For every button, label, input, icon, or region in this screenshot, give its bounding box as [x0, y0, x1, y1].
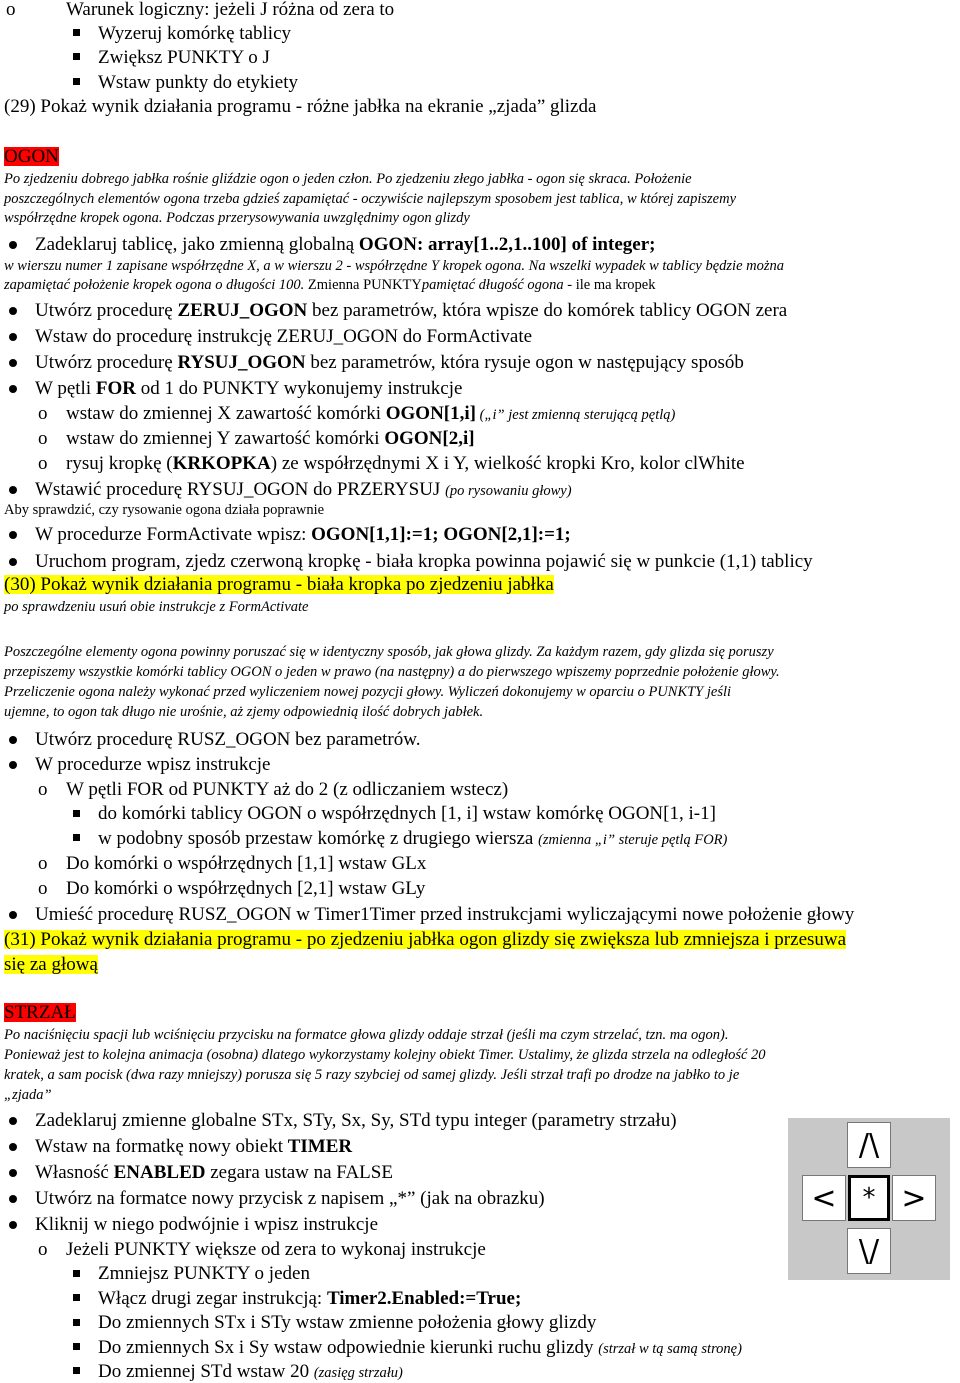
text-line: Wstawić procedurę RYSUJ_OGON do PRZERYSUJ (po rysowaniu głowy)	[35, 479, 572, 500]
text-line: Zmniejsz PUNKTY o jeden	[98, 1263, 310, 1284]
text-line: wstaw do zmiennej X zawartość komórki OGON[1,i] („i” jest zmienną sterującą pętlą)	[66, 403, 676, 424]
section-heading-ogon: OGON	[4, 146, 59, 167]
bullet-dot	[9, 531, 17, 539]
bullet-square	[73, 29, 80, 36]
text-line: Utwórz na formatce nowy przycisk z napisem „*” (jak na obrazku)	[35, 1188, 545, 1209]
bullet-square	[73, 1367, 80, 1374]
bullet-dot	[9, 385, 17, 393]
left-arrow-key: <	[802, 1175, 846, 1221]
text-line: Wyzeruj komórkę tablicy	[98, 23, 292, 44]
text-line: Po zjedzeniu dobrego jabłka rośnie gliździe ogon o jeden człon. Po zjedzeniu złego jabłka - ogon się skraca. Położenie	[4, 171, 692, 187]
bullet-dot	[9, 359, 17, 367]
arrow-keypad-image	[788, 1118, 950, 1280]
bullet-dot	[9, 486, 17, 494]
text-line: współrzędne kropek ogona. Podczas przerysowywania uwzględnimy ogon glizdy	[4, 210, 470, 226]
text-line: Jeżeli PUNKTY większe od zera to wykonaj instrukcje	[66, 1239, 486, 1260]
text-line: Utwórz procedurę RUSZ_OGON bez parametrów.	[35, 729, 421, 750]
text-line: w wierszu numer 1 zapisane współrzędne X, a w wierszu 2 - współrzędne Y kropek ogona. Na wszelki wypadek w tablicy będzie można	[4, 258, 785, 274]
text-line: Włącz drugi zegar instrukcją: Timer2.Enabled:=True;	[98, 1288, 522, 1309]
text-line: W procedurze wpisz instrukcje	[35, 754, 271, 775]
text-line: Uruchom program, zjedz czerwoną kropkę - biała kropka powinna pojawić się w punkcie (1,1) tablicy	[35, 551, 813, 572]
down-arrow-key: \/	[847, 1228, 891, 1274]
bullet-dot	[9, 1221, 17, 1229]
text-line: Ponieważ jest to kolejna animacja (osobna) dlatego wykorzystamy kolejny obiekt Timer. Ustalimy, że glizda strzela na odległość 20	[4, 1047, 766, 1063]
text-line: Utwórz procedurę RYSUJ_OGON bez parametrów, która rysuje ogon w następujący sposób	[35, 352, 744, 373]
bullet-dot	[9, 333, 17, 341]
bullet-dot	[9, 307, 17, 315]
bullet-square	[73, 1319, 80, 1326]
text-line: Warunek logiczny: jeżeli J różna od zera to	[66, 0, 395, 20]
list-marker-circle: o	[6, 0, 16, 20]
bullet-dot	[9, 1143, 17, 1151]
text-line: Kliknij w niego podwójnie i wpisz instrukcje	[35, 1214, 379, 1235]
bullet-dot	[9, 761, 17, 769]
text-line: kratek, a sam pocisk (dwa razy mniejszy) porusza się 5 razy szybciej od samej glizdy. Jeśli strzał trafi po drodze na jabłko to je	[4, 1067, 740, 1083]
text-line: Do zmiennej STd wstaw 20 (zasięg strzału)	[98, 1361, 403, 1382]
bullet-dot	[9, 736, 17, 744]
bullet-dot	[9, 1195, 17, 1203]
text-line: Do zmiennych Sx i Sy wstaw odpowiednie kierunki ruchu glizdy (strzał w tą samą stronę)	[98, 1337, 742, 1358]
text-line: ujemne, to ogon tak długo nie urośnie, aż zjemy odpowiednią ilość dobrych jabłek.	[4, 704, 484, 720]
list-marker-circle: o	[38, 403, 48, 424]
fire-star-key: *	[848, 1175, 890, 1221]
text-line: Własność ENABLED zegara ustaw na FALSE	[35, 1162, 393, 1183]
section-heading-strzal: STRZAŁ	[4, 1002, 76, 1023]
bullet-square	[73, 810, 80, 817]
text-line: W pętli FOR od 1 do PUNKTY wykonujemy instrukcje	[35, 378, 463, 399]
bullet-dot	[9, 1117, 17, 1125]
text-line: zapamiętać położenie kropek ogona o długości 100. Zmienna PUNKTYpamiętać długość ogona - ile ma kropek	[4, 277, 656, 293]
text-line: Wstaw punkty do etykiety	[98, 72, 298, 93]
text-line: Wstaw do procedurę instrukcję ZERUJ_OGON do FormActivate	[35, 326, 533, 347]
list-marker-circle: o	[38, 453, 48, 474]
text-line: Po naciśnięciu spacji lub wciśnięciu przycisku na formatce głowa glizdy oddaje strzał (jeśli ma czym strzelać, tzn. ma ogon).	[4, 1027, 729, 1043]
bullet-dot	[9, 241, 17, 249]
text-line: Do komórki o współrzędnych [2,1] wstaw GLy	[66, 878, 426, 899]
text-line: Zadeklaruj tablicę, jako zmienną globalną OGON: array[1..2,1..100] of integer;	[35, 234, 656, 255]
bullet-dot	[9, 911, 17, 919]
bullet-square	[73, 834, 80, 841]
text-line: Przeliczenie ogona należy wykonać przed wyliczeniem nowej pozycji głowy. Wyliczeń dokonujemy w oparciu o PUNKTY jeśli	[4, 684, 732, 700]
text-line: W procedurze FormActivate wpisz: OGON[1,1]:=1; OGON[2,1]:=1;	[35, 524, 571, 545]
bullet-square	[73, 53, 80, 60]
text-line: W pętli FOR od PUNKTY aż do 2 (z odliczaniem wstecz)	[66, 779, 509, 800]
text-line: rysuj kropkę (KRKOPKA) ze współrzędnymi X i Y, wielkość kropki Kro, kolor clWhite	[66, 453, 745, 474]
text-line: Do komórki o współrzędnych [1,1] wstaw GLx	[66, 853, 427, 874]
bullet-square	[73, 1343, 80, 1350]
text-line: „zjada”	[4, 1087, 52, 1103]
text-line: do komórki tablicy OGON o współrzędnych [1, i] wstaw komórkę OGON[1, i-1]	[98, 803, 716, 824]
text-line: Zwiększ PUNKTY o J	[98, 47, 270, 68]
list-marker-circle: o	[38, 779, 48, 800]
text-line: w podobny sposób przestaw komórkę z drugiego wiersza (zmienna „i” steruje pętlą FOR)	[98, 828, 728, 849]
text-line: Zadeklaruj zmienne globalne STx, STy, Sx, Sy, STd typu integer (parametry strzału)	[35, 1110, 677, 1131]
bullet-dot	[9, 1169, 17, 1177]
bullet-dot	[9, 558, 17, 566]
task-29: (29) Pokaż wynik działania programu - różne jabłka na ekranie „zjada” glizda	[4, 96, 597, 117]
text-line: Umieść procedurę RUSZ_OGON w Timer1Timer przed instrukcjami wyliczającymi nowe położenie głowy	[35, 904, 855, 925]
task-31-cont: się za głową	[4, 954, 98, 975]
text-line: po sprawdzeniu usuń obie instrukcje z FormActivate	[4, 599, 309, 615]
list-marker-circle: o	[38, 878, 48, 899]
task-30: (30) Pokaż wynik działania programu - biała kropka po zjedzeniu jabłka	[4, 574, 554, 595]
text-line: Wstaw na formatkę nowy obiekt TIMER	[35, 1136, 353, 1157]
text-line: Utwórz procedurę ZERUJ_OGON bez parametrów, która wpisze do komórek tablicy OGON zera	[35, 300, 788, 321]
task-31: (31) Pokaż wynik działania programu - po zjedzeniu jabłka ogon glizdy się zwiększa lub zmniejsza i przesuwa	[4, 929, 847, 950]
text-line: przepiszemy wszystkie komórki tablicy OGON o jeden w prawo (na następny) a do pierwszego wpiszemy poprzednie położenie głowy.	[4, 664, 780, 680]
text-line: Aby sprawdzić, czy rysowanie ogona działa poprawnie	[4, 502, 325, 518]
list-marker-circle: o	[38, 428, 48, 449]
list-marker-circle: o	[38, 853, 48, 874]
bullet-square	[73, 78, 80, 85]
up-arrow-key: /\	[847, 1122, 891, 1168]
text-line: Poszczególne elementy ogona powinny poruszać się w identyczny sposób, jak głowa glizdy. Za każdym razem, gdy glizda się poruszy	[4, 644, 774, 660]
list-marker-circle: o	[38, 1239, 48, 1260]
bullet-square	[73, 1294, 80, 1301]
text-line: Do zmiennych STx i STy wstaw zmienne położenia głowy glizdy	[98, 1312, 597, 1333]
text-line: wstaw do zmiennej Y zawartość komórki OGON[2,i]	[66, 428, 475, 449]
bullet-square	[73, 1270, 80, 1277]
right-arrow-key: >	[892, 1175, 936, 1221]
text-line: poszczególnych elementów ogona trzeba gdzieś zapamiętać - oczywiście najlepszym sposobem jest tablica, w której zapiszemy	[4, 191, 737, 207]
